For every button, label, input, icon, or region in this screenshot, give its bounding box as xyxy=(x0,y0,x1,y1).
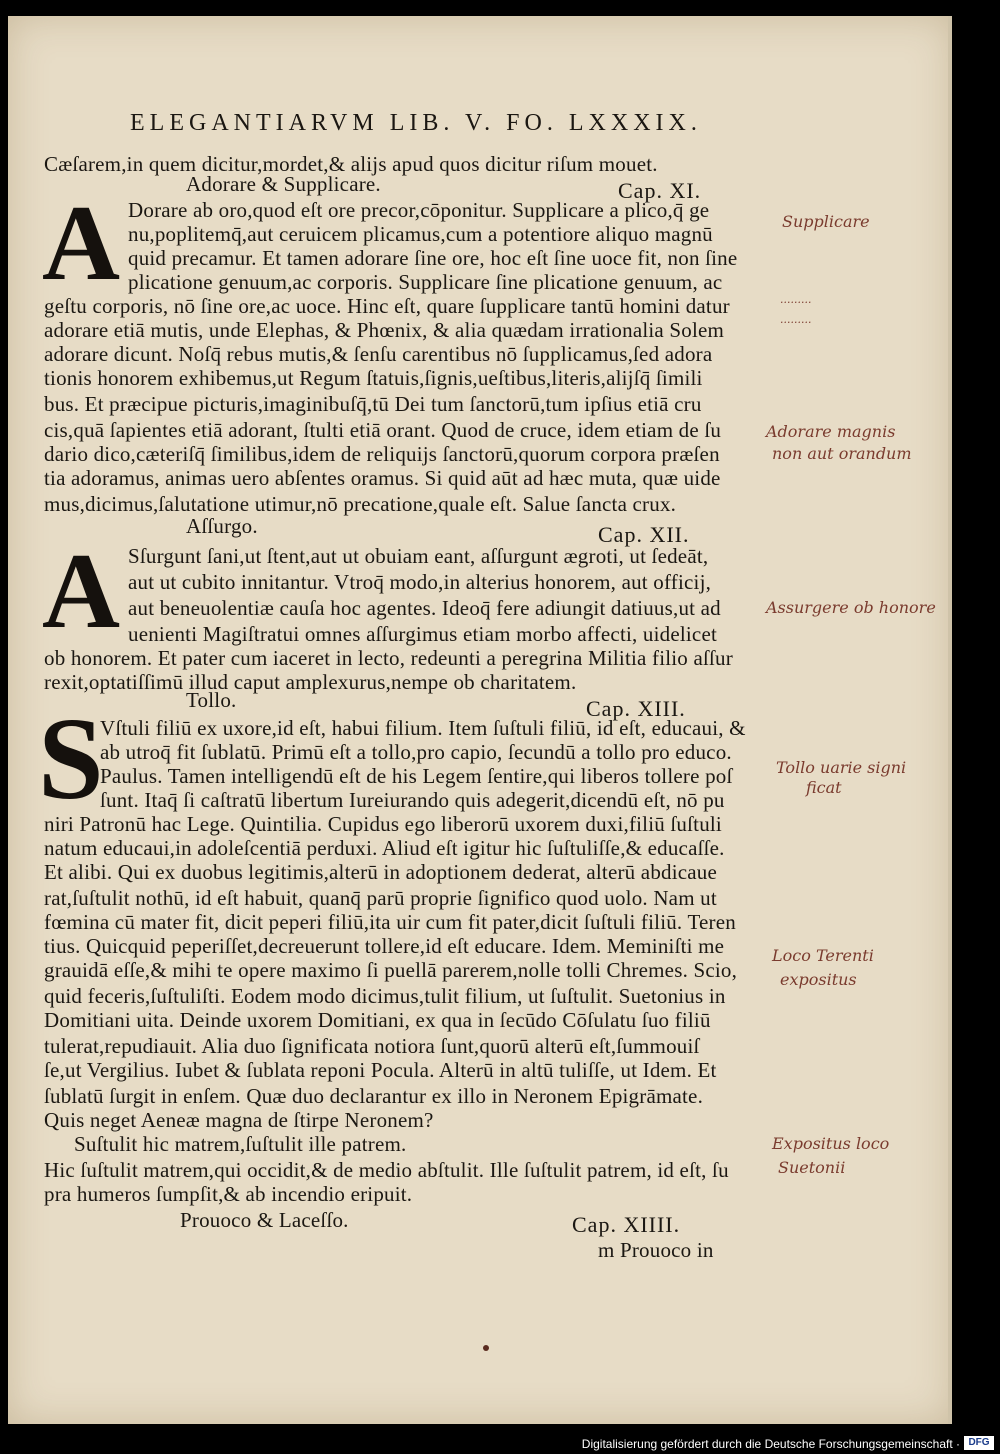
marginal-note: expositus xyxy=(780,970,857,989)
text-line: Paulus. Tamen intelligendū eſt de his Legem ſentire,qui liberos tollere poſ xyxy=(100,764,733,788)
text-line: tionis honorem exhibemus,ut Regum ſtatuis,ſignis,ueſtibus,literis,alijſq̄ ſimili xyxy=(44,366,703,390)
text-line: fœmina cū mater fit, dicit peperi filiū,ita uir cum fit pater,dicit ſuſtuli filiū. Teren xyxy=(44,910,736,934)
text-line: adorare dicunt. Noſq̄ rebus mutis,& ſenſu carentibus nō ſupplicamus,ſed adora xyxy=(44,342,713,366)
marginal-note: ········· xyxy=(780,296,812,309)
text-line: dario dico,cæteriſq̄ ſimilibus,idem de reliquijs ſanctorū,quorum corpora præſen xyxy=(44,442,720,466)
marginal-note: Suetonii xyxy=(778,1158,846,1177)
chapter-number: Cap. XII. xyxy=(598,522,690,547)
chapter-title: Adorare & Supplicare. xyxy=(186,172,381,196)
text-line: mus,dicimus,ſalutatione utimur,nō precatione,quale eſt. Salue ſancta crux. xyxy=(44,492,677,516)
text-line: quid feceris,ſuſtuliſti. Eodem modo dicimus,tulit filium, ut ſuſtulit. Suetonius in xyxy=(44,984,726,1008)
paper-blemish xyxy=(483,1345,489,1351)
chapter-title: Prouoco & Laceſſo. xyxy=(180,1208,349,1232)
running-header: ELEGANTIARVM LIB. V. FO. LXXXIX. xyxy=(130,110,702,136)
text-line: rat,ſuſtulit nothū, id eſt habuit, quanq̄ parū proprie ſignifico quod uolo. Nam ut xyxy=(44,886,717,910)
verse-line: Suſtulit hic matrem,ſuſtulit ille patrem. xyxy=(74,1132,407,1156)
marginal-note: ficat xyxy=(806,778,842,797)
initial-S-ch13: S xyxy=(38,693,104,824)
text-line: niri Patronū hac Lege. Quintilia. Cupidus ego liberorū uxorem duxi,filiū ſuſtuli xyxy=(44,812,722,836)
marginal-note: Supplicare xyxy=(782,212,870,231)
text-line: tius. Quicquid peperiſſet,decreuerunt tollere,id eſt educare. Idem. Meminiſti me xyxy=(44,934,725,958)
text-line: natum educaui,in adoleſcentiā perduxi. Aliud eſt igitur hic ſuſtuliſſe,& educaſſe. xyxy=(44,836,725,860)
text-line: bus. Et præcipue picturis,imaginibuſq̄,tū Dei tum ſanctorū,tum ipſius etiā cru xyxy=(44,392,702,416)
marginal-note: Expositus loco xyxy=(772,1134,890,1153)
text-line: uenienti Magiſtratui omnes aſſurgimus etiam morbo affecti, uidelicet xyxy=(128,622,718,646)
chapter-number: Cap. XIII. xyxy=(586,696,686,721)
chapter-number: Cap. XIIII. xyxy=(572,1212,681,1237)
text-line: ſublatū ſurgit in enſem. Quæ duo declarantur ex illo in Neronem Epigrāmate. xyxy=(44,1084,704,1108)
text-line: geſtu corporis, nō ſine ore,ac uoce. Hinc eſt, quare ſupplicare tantū homini datur xyxy=(44,294,730,318)
footer-credit: Digitalisierung gefördert durch die Deutsche Forschungsgemeinschaft · xyxy=(581,1437,960,1451)
text-line: tulerat,repudiauit. Alia duo ſignificata notiora ſunt,quorū alterū eſt,ſummouiſ xyxy=(44,1034,700,1058)
text-line: Hic ſuſtulit matrem,qui occidit,& de medio abſtulit. Ille ſuſtulit patrem, id eſt, ſu xyxy=(44,1158,729,1182)
text-line: Vſtuli filiū ex uxore,id eſt, habui filium. Item ſuſtuli filiū, id eſt, educaui, & xyxy=(100,716,746,740)
page-edge xyxy=(948,16,952,1424)
text-line: nu,poplitemq̄,aut ceruicem plicamus,cum a potentiore aliquo magnū xyxy=(128,222,713,246)
marginal-note: Tollo uarie signi xyxy=(776,758,907,777)
text-line: ab utroq̄ fit ſublatū. Primū eſt a tollo,pro capio, ſecundū a tollo pro educo. xyxy=(100,740,732,764)
marginal-note: non aut orandum xyxy=(772,444,912,463)
initial-A-ch12: A xyxy=(42,532,120,651)
text-line: aut beneuolentiæ cauſa hoc agentes. Ideoq̄ fere adiungit datiuus,ut ad xyxy=(128,596,721,620)
text-line: Dorare ab oro,quod eſt ore precor,cōponitur. Supplicare a plico,q̄ ge xyxy=(128,198,710,222)
chapter-title: Tollo. xyxy=(186,688,237,712)
dfg-logo: DFG xyxy=(964,1436,994,1450)
text-line: plicatione genuum,ac corporis. Supplicare ſine plicatione genuum, ac xyxy=(128,270,723,294)
verse-line: Quis neget Aeneæ magna de ſtirpe Neronem? xyxy=(44,1108,434,1132)
text-line: ſunt. Itaq̄ ſi caſtratū libertum Iureiurando quis adegerit,dicendū eſt, nō pu xyxy=(100,788,725,812)
marginal-note: ········· xyxy=(780,316,812,329)
text-line: Et alibi. Qui ex duobus legitimis,alterū in adoptionem dederat, alterū abdicaue xyxy=(44,860,718,884)
text-line: tia adoramus, animas uero abſentes oramus. Si quid aūt ad hæc muta, quæ uide xyxy=(44,466,721,490)
text-line: aut ut cubito innitantur. Vtroq̄ modo,in alterius honorem, aut officij, xyxy=(128,570,712,594)
marginal-note: Assurgere ob honore xyxy=(766,598,936,617)
text-line: Sſurgunt ſani,ut ſtent,aut ut obuiam eant, aſſurgunt ægroti, ut ſedeāt, xyxy=(128,544,709,568)
text-line: cis,quā ſapientes etiā adorant, ſtulti etiā orant. Quod de cruce, idem etiam de ſu xyxy=(44,418,722,442)
initial-A-ch11: A xyxy=(42,184,120,303)
marginal-note: Adorare magnis xyxy=(766,422,896,441)
text-line: ſe,ut Vergilius. Iubet & ſublata reponi Pocula. Alterū in altū tuliſſe, ut Idem. Et xyxy=(44,1058,717,1082)
text-line: pra humeros ſumpſit,& ab incendio eripuit. xyxy=(44,1182,413,1206)
text-line: Cæſarem,in quem dicitur,mordet,& alijs apud quos dicitur riſum mouet. xyxy=(44,152,658,176)
chapter-title: Aſſurgo. xyxy=(186,514,258,538)
marginal-note: Loco Terenti xyxy=(772,946,874,965)
text-line: Domitiani uita. Deinde uxorem Domitiani, ex qua in ſecūdo Cōſulatu ſuo filiū xyxy=(44,1008,711,1032)
chapter-number: Cap. XI. xyxy=(618,178,702,203)
text-line: quid precamur. Et tamen adorare ſine ore, hoc eſt ſine uoce fit, non ſine xyxy=(128,246,738,270)
text-line: adorare etiā mutis, unde Elephas, & Phœnix, & alia quædam irrationalia Solem xyxy=(44,318,725,342)
text-line: grauidā eſſe,& mihi te opere maximo ſi puellā parerem,nolle tolli Chremes. Scio, xyxy=(44,958,738,982)
text-line: ob honorem. Et pater cum iaceret in lecto, redeunti a peregrina Militia filio aſſur xyxy=(44,646,733,670)
text-line: rexit,optatiſſimū illud caput amplexurus,nempe ob charitatem. xyxy=(44,670,577,694)
catchword: m Prouoco in xyxy=(598,1238,714,1262)
